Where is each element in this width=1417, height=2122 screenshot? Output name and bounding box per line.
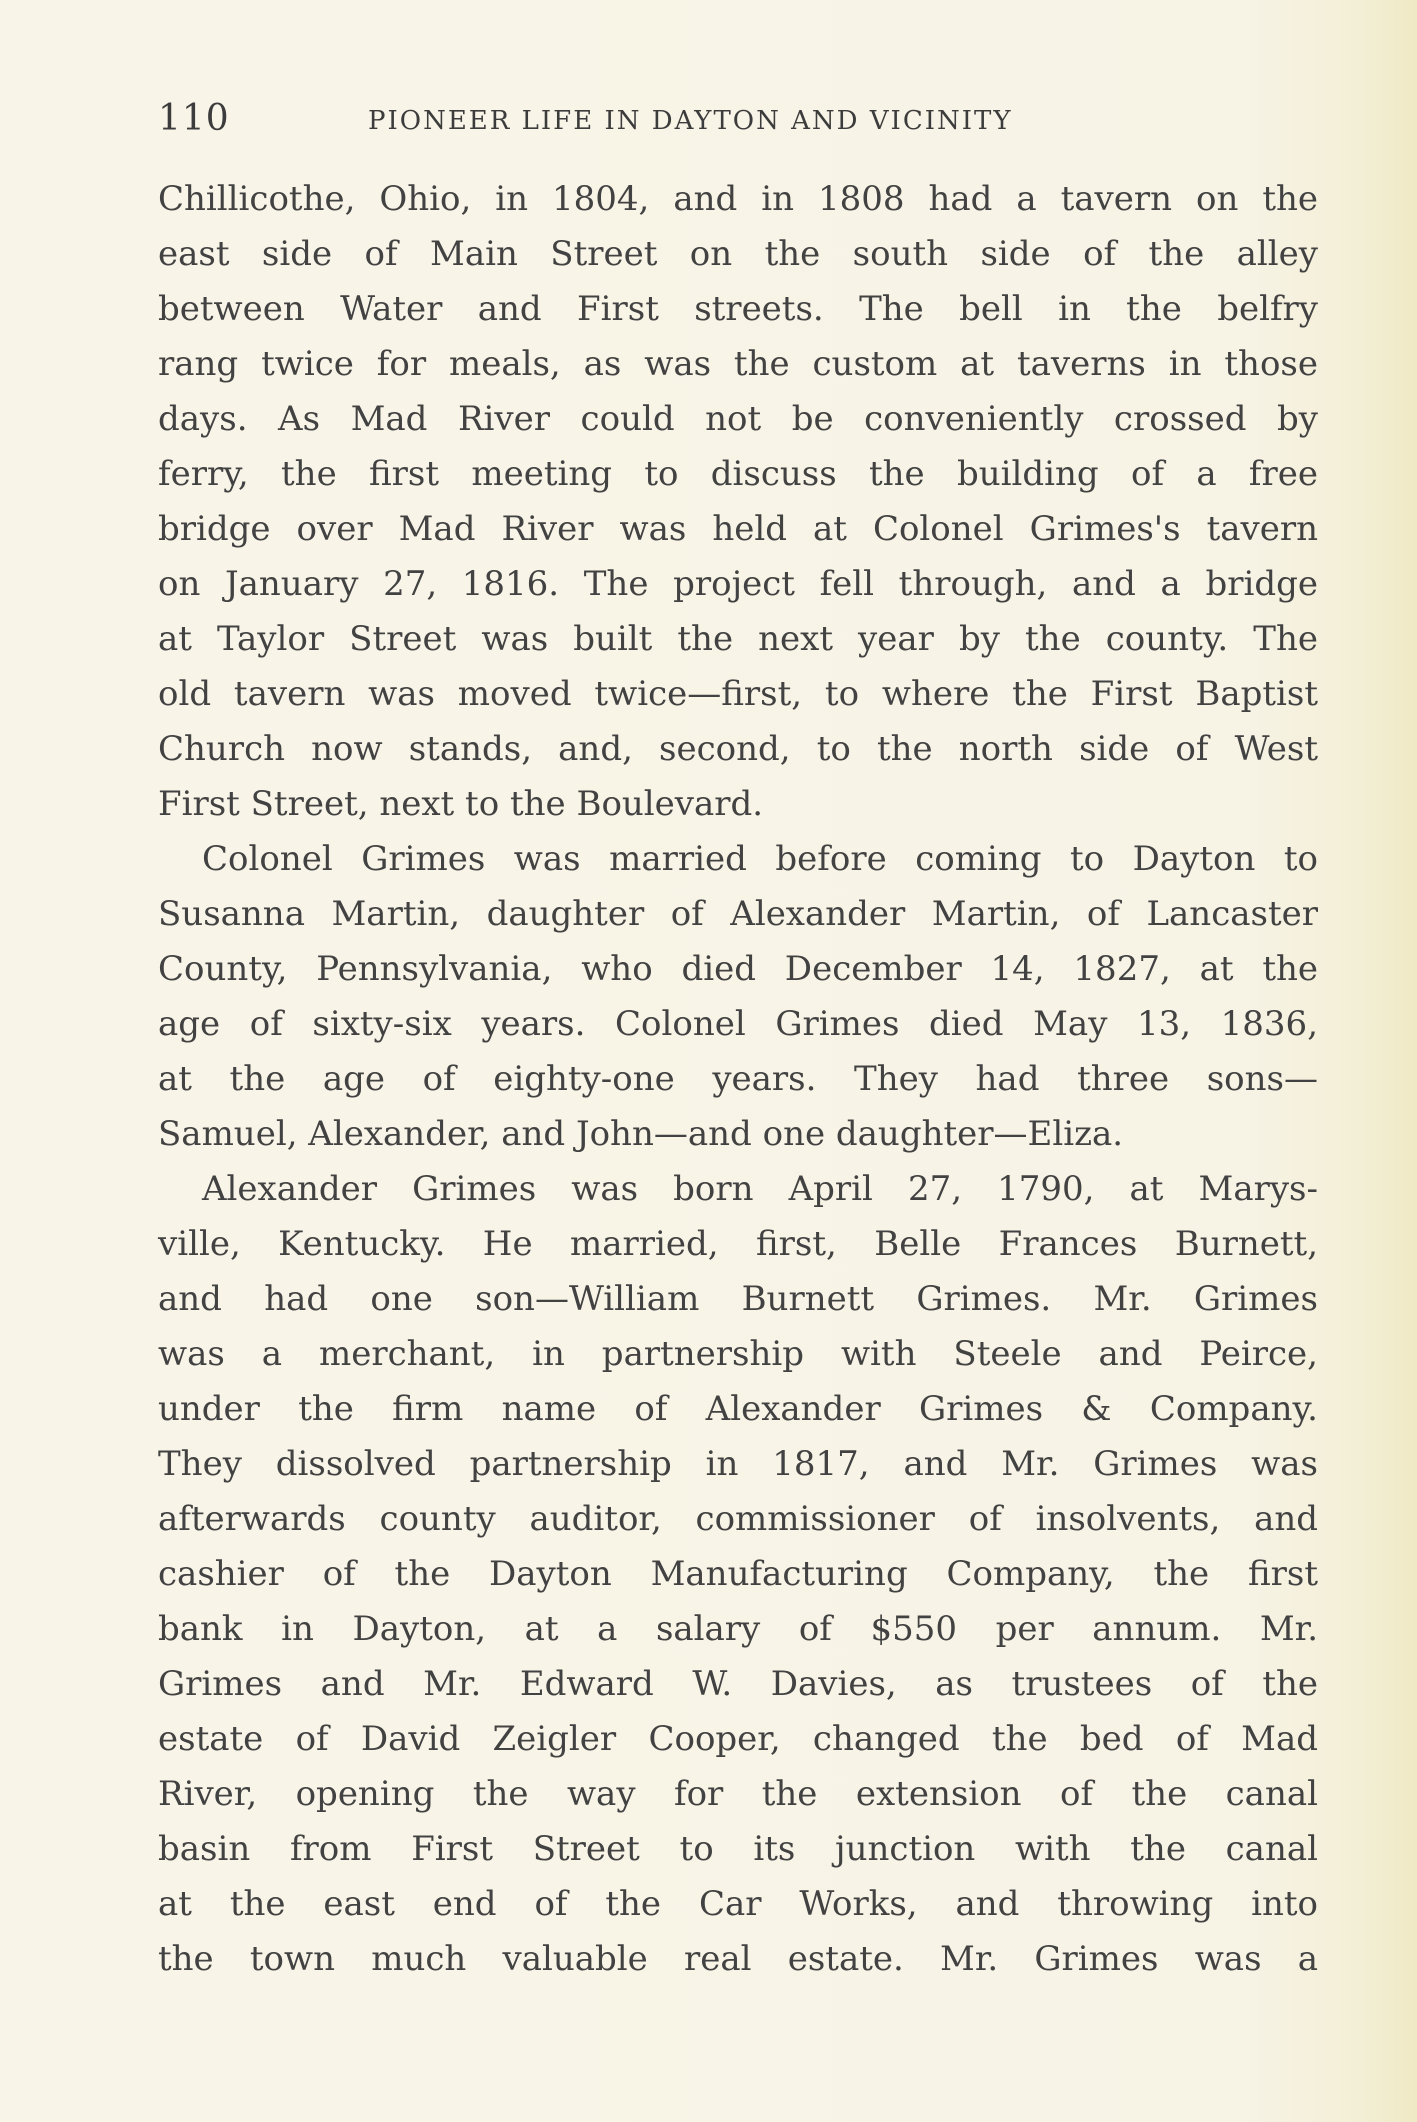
text-line: at the east end of the Car Works, and throwing into [158, 1884, 1318, 1924]
text-line: estate of David Zeigler Cooper, changed the bed of Mad [158, 1719, 1318, 1759]
text-line: at the age of eighty-one years. They had three sons— [158, 1059, 1318, 1099]
text-line: cashier of the Dayton Manufacturing Company, the first [158, 1554, 1318, 1594]
text-line: and had one son—William Burnett Grimes. Mr. Grimes [158, 1279, 1318, 1319]
page-number: 110 [158, 98, 230, 139]
text-line: Samuel, Alexander, and John—and one daughter—Eliza. [158, 1114, 1124, 1154]
text-line: rang twice for meals, as was the custom at taverns in those [158, 344, 1318, 384]
text-line: was a merchant, in partnership with Steele and Peirce, [158, 1334, 1318, 1374]
text-line: Chillicothe, Ohio, in 1804, and in 1808 had a tavern on the [158, 179, 1318, 219]
text-line: County, Pennsylvania, who died December 14, 1827, at the [158, 949, 1318, 989]
text-line: at Taylor Street was built the next year by the county. The [158, 619, 1318, 659]
text-line: ferry, the first meeting to discuss the building of a free [158, 454, 1318, 494]
text-line: under the firm name of Alexander Grimes & Company. [158, 1389, 1318, 1429]
paragraph-1 [158, 172, 1318, 832]
text-line: basin from First Street to its junction with the canal [158, 1829, 1318, 1869]
body-text [158, 172, 1318, 1987]
text-line: on January 27, 1816. The project fell through, and a bridge [158, 564, 1318, 604]
page-header [158, 98, 1318, 148]
text-line: age of sixty-six years. Colonel Grimes died May 13, 1836, [158, 1004, 1318, 1044]
text-line: old tavern was moved twice—first, to where the First Baptist [158, 674, 1318, 714]
text-line: days. As Mad River could not be conveniently crossed by [158, 399, 1318, 439]
text-line: Church now stands, and, second, to the north side of West [158, 729, 1318, 769]
text-line: River, opening the way for the extension of the canal [158, 1774, 1318, 1814]
text-line: Susanna Martin, daughter of Alexander Martin, of Lancaster [158, 894, 1318, 934]
text-line: afterwards county auditor, commissioner of insolvents, and [158, 1499, 1318, 1539]
text-line: First Street, next to the Boulevard. [158, 784, 764, 824]
running-title: PIONEER LIFE IN DAYTON AND VICINITY [368, 106, 1013, 136]
text-line: the town much valuable real estate. Mr. Grimes was a [158, 1939, 1318, 1979]
text-line: bank in Dayton, at a salary of $550 per annum. Mr. [158, 1609, 1318, 1649]
text-line: between Water and First streets. The bell in the belfry [158, 289, 1318, 329]
text-line: Alexander Grimes was born April 27, 1790, at Marys- [202, 1169, 1318, 1209]
text-line: Grimes and Mr. Edward W. Davies, as trustees of the [158, 1664, 1318, 1704]
paragraph-3 [158, 1162, 1318, 1987]
paragraph-2 [158, 832, 1318, 1162]
text-line: bridge over Mad River was held at Colonel Grimes's tavern [158, 509, 1318, 549]
text-line: ville, Kentucky. He married, first, Belle Frances Burnett, [158, 1224, 1318, 1264]
text-line: Colonel Grimes was married before coming to Dayton to [202, 839, 1318, 879]
text-line: They dissolved partnership in 1817, and Mr. Grimes was [158, 1444, 1318, 1484]
text-line: east side of Main Street on the south side of the alley [158, 234, 1318, 274]
